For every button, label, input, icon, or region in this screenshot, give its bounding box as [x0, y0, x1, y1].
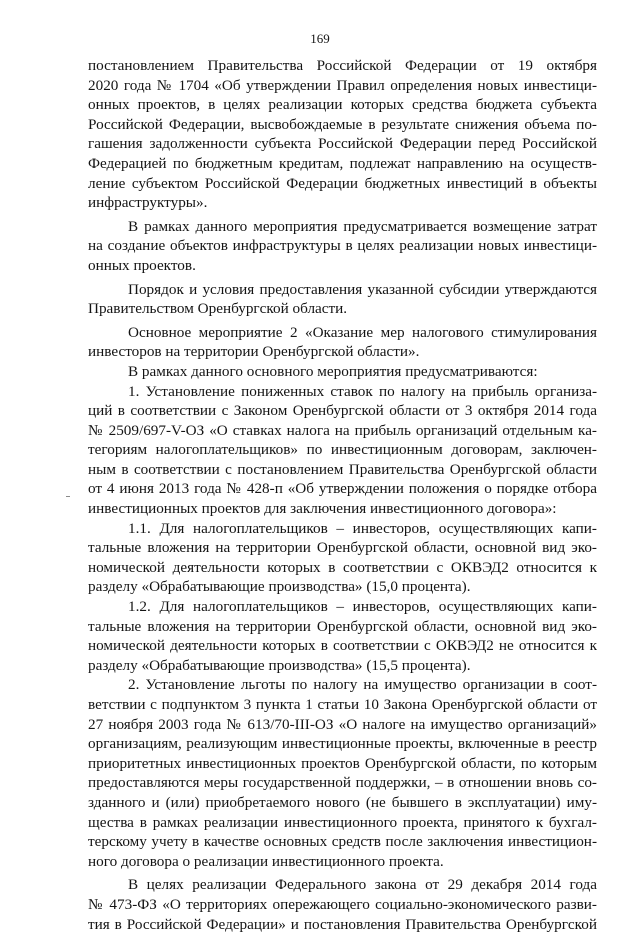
text-line: от 4 июня 2013 года № 428-п «Об утверждении положения о порядке отбора — [88, 480, 597, 498]
text-line: В рамках данного основного мероприятия предусматриваются: — [128, 362, 538, 380]
text-line: 1. Установление пониженных ставок по налогу на прибыль организа- — [128, 382, 597, 400]
text-line: тегориям налогоплательщиков» по инвестиционным договорам, заключен- — [88, 441, 597, 459]
text-line: разделу «Обрабатывающие производства» (15,5 процента). — [88, 656, 471, 674]
text-line: 1.2. Для налогоплательщиков – инвесторов, осуществляющих капи- — [128, 598, 597, 616]
text-line: Российской Федерации, высвобождаемые в результате снижения объема по- — [88, 115, 597, 133]
page-number: 169 — [310, 31, 330, 46]
text-line: ление субъектом Российской Федерации бюджетных инвестиций в объекты — [88, 174, 597, 192]
paragraph — [88, 280, 597, 319]
paragraph — [88, 519, 597, 597]
text-line: инвестиционных проектов для заключения инвестиционного договора»: — [88, 500, 557, 518]
paragraph — [88, 362, 597, 382]
document-body — [88, 56, 597, 934]
text-line: В целях реализации Федерального закона от 29 декабря 2014 года — [128, 876, 597, 894]
text-line: щества в рамках реализации инвестиционного проекта, принятого к бухгал- — [88, 813, 597, 831]
paragraph — [88, 56, 597, 213]
text-line: разделу «Обрабатывающие производства» (15,0 процента). — [88, 578, 471, 596]
text-line: ным в соответствии с постановлением Правительства Оренбургской области — [88, 460, 597, 478]
text-line: 27 ноября 2003 года № 613/70-III-ОЗ «О налоге на имущество организаций» — [88, 715, 597, 733]
text-line: гашения задолженности субъекта Российской Федерации перед Российской — [88, 135, 597, 153]
text-line: постановлением Правительства Российской Федерации от 19 октября — [88, 57, 597, 74]
text-line: Основное мероприятие 2 «Оказание мер налогового стимулирования — [128, 323, 597, 341]
text-line: приоритетных инвестиционных проектов Оренбургской области, по которым — [88, 754, 597, 772]
text-line: онных проектов, в целях реализации которых средства бюджета субъекта — [88, 96, 597, 114]
text-line: № 473-ФЗ «О территориях опережающего социально-экономического разви- — [88, 895, 597, 913]
text-line: номической деятельности которых в соответствии с ОКВЭД2 не относится к — [88, 637, 597, 655]
text-line: Федерацией по бюджетным кредитам, подлежат направлению на осуществ- — [88, 154, 597, 172]
text-line: В рамках данного мероприятия предусматривается возмещение затрат — [128, 217, 597, 235]
paragraph — [88, 597, 597, 675]
text-line: Порядок и условия предоставления указанной субсидии утверждаются — [128, 280, 597, 298]
text-line: организациям, реализующим инвестиционные проекты, включенные в реестр — [88, 735, 597, 753]
text-line: № 2509/697-V-ОЗ «О ставках налога на прибыль организаций отдельным ка- — [88, 421, 597, 439]
text-line: ветствии с подпунктом 3 пункта 1 статьи 10 Закона Оренбургской области от — [88, 696, 597, 713]
text-line: 2. Установление льготы по налогу на имущество организации в соот- — [128, 676, 597, 694]
text-line: номической деятельности которых в соответствии с ОКВЭД2 относится к — [88, 558, 597, 576]
text-line: зданного и (или) приобретаемого нового (не бывшего в эксплуатации) иму- — [88, 793, 597, 811]
text-line: на создание объектов инфраструктуры в целях реализации новых инвестици- — [88, 237, 597, 255]
text-line: терскому учету в качестве основных средств после заключения инвестицион- — [88, 833, 597, 851]
margin-mark — [66, 496, 70, 497]
text-line: ций в соответствии с Законом Оренбургской области от 3 октября 2014 года — [88, 402, 597, 420]
text-line: 1.1. Для налогоплательщиков – инвесторов, осуществляющих капи- — [128, 519, 597, 537]
text-line: тальные вложения на территории Оренбургской области, основной вид эко- — [88, 617, 597, 635]
text-line: Правительством Оренбургской области. — [88, 300, 348, 318]
text-line: тия в Российской Федерации» и постановления Правительства Оренбургской — [88, 915, 597, 933]
text-line: инвесторов на территории Оренбургской области». — [88, 343, 420, 361]
text-line: 2020 года № 1704 «Об утверждении Правил определения новых инвестици- — [88, 76, 597, 94]
paragraph — [88, 382, 597, 519]
text-line: тальные вложения на территории Оренбургской области, основной вид эко- — [88, 539, 597, 557]
text-line: онных проектов. — [88, 256, 196, 274]
paragraph — [88, 675, 597, 871]
paragraph — [88, 323, 597, 362]
paragraph — [88, 217, 597, 276]
text-line: ного договора о реализации инвестиционного проекта. — [88, 852, 444, 870]
text-line: инфраструктуры». — [88, 194, 208, 212]
text-line: предоставляются меры государственной поддержки, – в отношении вновь со- — [88, 774, 597, 792]
